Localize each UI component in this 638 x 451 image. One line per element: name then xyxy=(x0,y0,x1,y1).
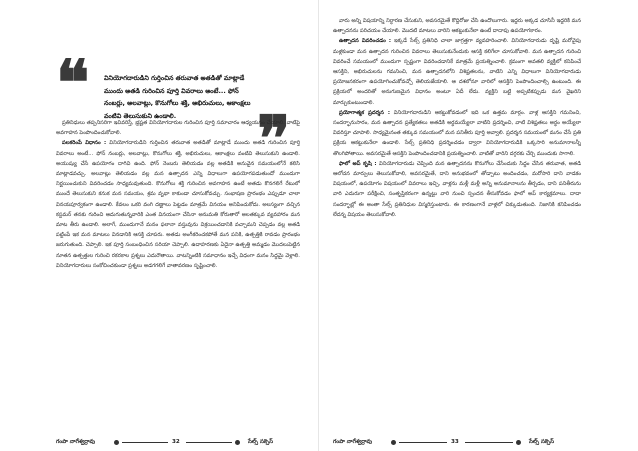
pull-quote-text: వినియోగదారుడిని గుర్తించిన తరువాత అతడితో మాట్లాడే ముందు అతడి గురించిన పూర్తి వివరాలు అంటే... ఫోన్ నంబర్లు, అలవాట్లు, కొనుగోలు శక్తి, అభిరుచులు, ఆకాంక్షలు వంటివి తెలుసుకుని ఉండాలి. xyxy=(104,74,251,120)
paragraph xyxy=(333,36,581,107)
paragraph-text: వినియోగదారుడిని గుర్తించిన తరువాత అతడితో మాట్లాడే ముందు అతడి గురించిన పూర్తి వివరాలు అంటే... ఫోన్ నంబర్లు, అలవాట్లు, కొనుగోలు శక్తి, అభిరుచులు, ఆకాంక్షలు వంటివి తెలుసుకుని ఉండాలి. అయుష్యు చేసే ఉపయోగం దాగివి ఉంది. ఫోన్ నెంబరు తెలియడం వల్ల అతడికి అనువైన సమయంలోనే కలిసి మాట్లాడవచ్చు. అలవాట్లు తెలియడం వల్ల మన ఉత్పాదన ఎన్ని విధాలుగా ఉపయోగపడుతుందో ముందుగా నిర్ణయించుకుని వివరించడం సాధ్యమవుతుంది. కొనుగోలు శక్తి గురించిన అవగాహన ఉంటే అతడు కొనగలిగే రేటులో ముందే తెలుసుకుని కనుక మన సమయం, శ్రమ వృథా కాకుండా చూసుకోవచ్చు. సంభాషణ ప్రారంభం ఎప్పుడూ చాలా వినయపూర్వకంగా ఉండాలి. కేవలం ఒకరి వంగి దణ్ణాలు పెట్టడం మాత్రమే వినయం అనిపించుకోదు. అలస్యంగా వచ్చిన కస్టమర్ తనకు గురించి ఆదుగుతున్నవారికి ఎంత వినయంగా చేసినా అనుమతి కోరుతారో అలతక్కువ వ్యవహారం మన మాట తీరు ఉండాలి. అలాగే, ముందుగానే మనం ఫలానా వస్తువును విక్రయించడానికి వచ్చామని చెప్పడం వల్ల అతడి పట్టింపే ఇక మన మాటలు వినడానికి ఆసక్తి చూపరు. అతడు అంగీకరించకపోతే మన పనికి, ఉత్పత్తికి రావడం ప్రారంభం జరుగుతుంది. చెప్పాలి. ఇక పూర్తి సంబంధించిన సరియా చెప్పాలి. ఉదాహరణకు ఏదైనా ఉత్పత్తి అమ్మడం మొదలుపెట్టిన నూతన ఉత్పత్తుల గురించి రకరకాల ప్రశ్నలు ఎదురౌతాయి. వాటన్నింటికి సమాధానం ఇచ్చే విధంగా మనం సిద్ధమై వెళ్లాలి. వినియోగదారులు సంకోచించకుండా ప్రశ్నలు అడగగలిగే వాతావరణం సృష్టించాలి. xyxy=(56,140,300,269)
bullet-icon xyxy=(516,440,521,445)
paragraph-text: వినియోగదారుడిని ఆకట్టుకోవడంలో ఇది ఒక ఉత్తమ మార్గం. వాళ్ల ఆసక్తిని గమనించి, సందర్భానుసారం, మన ఉత్పాదన ప్రత్యేకతలు అతడికి అర్థమయ్యేలా వాటిని ప్రదర్శించి, వాటి విశిష్టతలు అర్థం అయ్యేలా వివరిస్తూ చూపాలి. సాధ్యమైనంత తక్కువ సమయంలో మన పనితీరు పూర్తి అవ్వాలి. ప్రదర్శన సమయంలో మనం చేసే ప్రతి ప్రక్రియ ఆకట్టుకునేలా ఉండాలి. సేల్స్ ప్రతినిధి ప్రదర్శించడం ద్వారా వినియోగదారుడికి ఒక్కసారి అనుమానాలన్నీ తొలగిపోతాయి. అవసరమైతే ఆసక్తిని పెంపొందించడానికి ప్రయత్నించాలి. వాటితో వారిని దగ్గరకు చేర్చి ముందుకు సాగాలి. xyxy=(333,109,581,157)
paragraph-text: వినియోగదారుడు చెప్పింది మన ఉత్పాదనను కొనుగోలు చేసేందుకు సిద్ధం చేసిన తరువాత, అతడి ఆలోచన మార్పులు తెలుసుకోవాలి, అవసరమైతే, దాని అనుభవంలో తోడ్పాటు అందించడం, మరోసారి దాని వాడకం విషయంలో, ఉపయోగం విషయంలో వివరాలు ఇచ్చి, వాళ్లను మళ్లీ మళ్లీ అన్ని అనుమానాలను తీర్చడం, దాని పనితీరును వారి ఎదురుగా పరీక్షించి, సంతృప్తికరంగా ఉన్నట్టు వారి నుంచి స్పందన తీసుకోవడం ఫాలో అప్ కార్యక్రమాలు. దాదా సందర్భాల్లో ఈ అంతా సేల్స్ ప్రతినిధుల విస్మరిస్తుంటారు. ఈ కారణంగానే వాళ్లలో చిక్కుడుతుంది. నిజానికి కనిపించడం లేదన్న విషయం తెలుసుకోవాలి. xyxy=(333,160,581,218)
paragraph xyxy=(56,138,300,271)
close-quote-icon: ❞ xyxy=(257,102,291,175)
footer-author: గంపా నాగేశ్వర్రావు xyxy=(56,439,96,445)
subheading: ఉత్పాదన వివరించడం : xyxy=(339,38,392,45)
paragraph xyxy=(333,108,581,159)
open-quote-icon: ❝ xyxy=(56,46,90,119)
page-number: 32 xyxy=(172,439,180,445)
footer-rule xyxy=(465,442,513,443)
subheading: ఫాలో అప్ కృషి : xyxy=(339,160,377,167)
right-page-footer xyxy=(333,437,581,447)
footer-book-title: సేల్స్ సక్సెస్ xyxy=(248,439,274,445)
page-number: 33 xyxy=(451,439,459,445)
footer-rule xyxy=(122,442,168,443)
left-page-body xyxy=(56,118,300,434)
paragraph-text: ఇక్కడే సేల్స్ ప్రతినిధి చాలా జాగ్రత్తగా వ్యవహరించాలి. వినియోగదారుడు దృష్టి మరోవైపు మళ్లకుండా మన ఉత్పాదన గురించిన వివరాలు తెలుసుకునేందుకు ఆసక్తి కలిగేలా చూసుకోవాలి. మన ఉత్పాదన గురించి వివరించే సమయంలో ముందుగా స్పష్టంగా వివరించడానికే మాత్రమే ప్రయత్నించాలి. క్రమంగా అవతలి వ్యక్తిలో కనిపించే ఆసక్తిని, అభిరుచులను గమనించి, మన ఉత్పాదనలోని విశిష్టతలను, వాటిని ఎన్ని విధాలుగా వినియోగదారుడు ప్రయోజనకరంగా ఉపయోగించుకోవచ్చో తెలియజేయాలి. ఆ దశలోనూ వారిలో ఆసక్తిని పెంపొందించాల్సి ఉంటుంది. ఈ ప్రక్రియలో అందరితో అనుగుణమైన విధానం అంటూ ఏదీ లేదు. వ్యక్తిని బట్టి అప్పటికప్పుడు మన వైఖరిని మార్చుకుంటుండాలి. xyxy=(333,38,581,106)
paragraph: ప్రతినిధులు తప్పనిసరిగా ఇవివరిస్తే, భ్రష్టత వినియోగదారుల గురించిన పూర్తి సమాచారం ఆధ్యయనం చేయాలి. వాటిపై అవగాహన పెంపొందించుకోవాలి. xyxy=(56,120,300,137)
left-page-footer xyxy=(56,437,300,447)
bullet-icon xyxy=(114,440,119,445)
subheading: పలకరింపే విధానం : xyxy=(62,140,107,147)
subheading: ప్రయోగాత్మక ప్రదర్శన : xyxy=(339,109,390,116)
right-page-body xyxy=(333,16,581,433)
right-page xyxy=(319,0,638,451)
footer-author: గంపా నాగేశ్వర్రావు xyxy=(333,439,373,445)
paragraph: వారు అన్ని విషయాన్ని నిర్ధారణ చేసుకుని, అవసరమైతే కొద్దిరోజు చేసి ఉందొలుగారు. ఇద్దరు అక్కడ చూసినీ ఇద్దరికి మన ఉత్పాదనను పరిచయం చేయాలి. మొదటి మాటలు వారిని ఆకట్టుకునేలా ఉంటే దాదాపు ఉపయోగకారం. xyxy=(333,18,581,35)
footer-rule xyxy=(186,442,232,443)
footer-book-title: సేల్స్ సక్సెస్ xyxy=(529,439,555,445)
footer-rule xyxy=(399,442,447,443)
bullet-icon xyxy=(391,440,396,445)
paragraph xyxy=(333,159,581,220)
bullet-icon xyxy=(235,440,240,445)
